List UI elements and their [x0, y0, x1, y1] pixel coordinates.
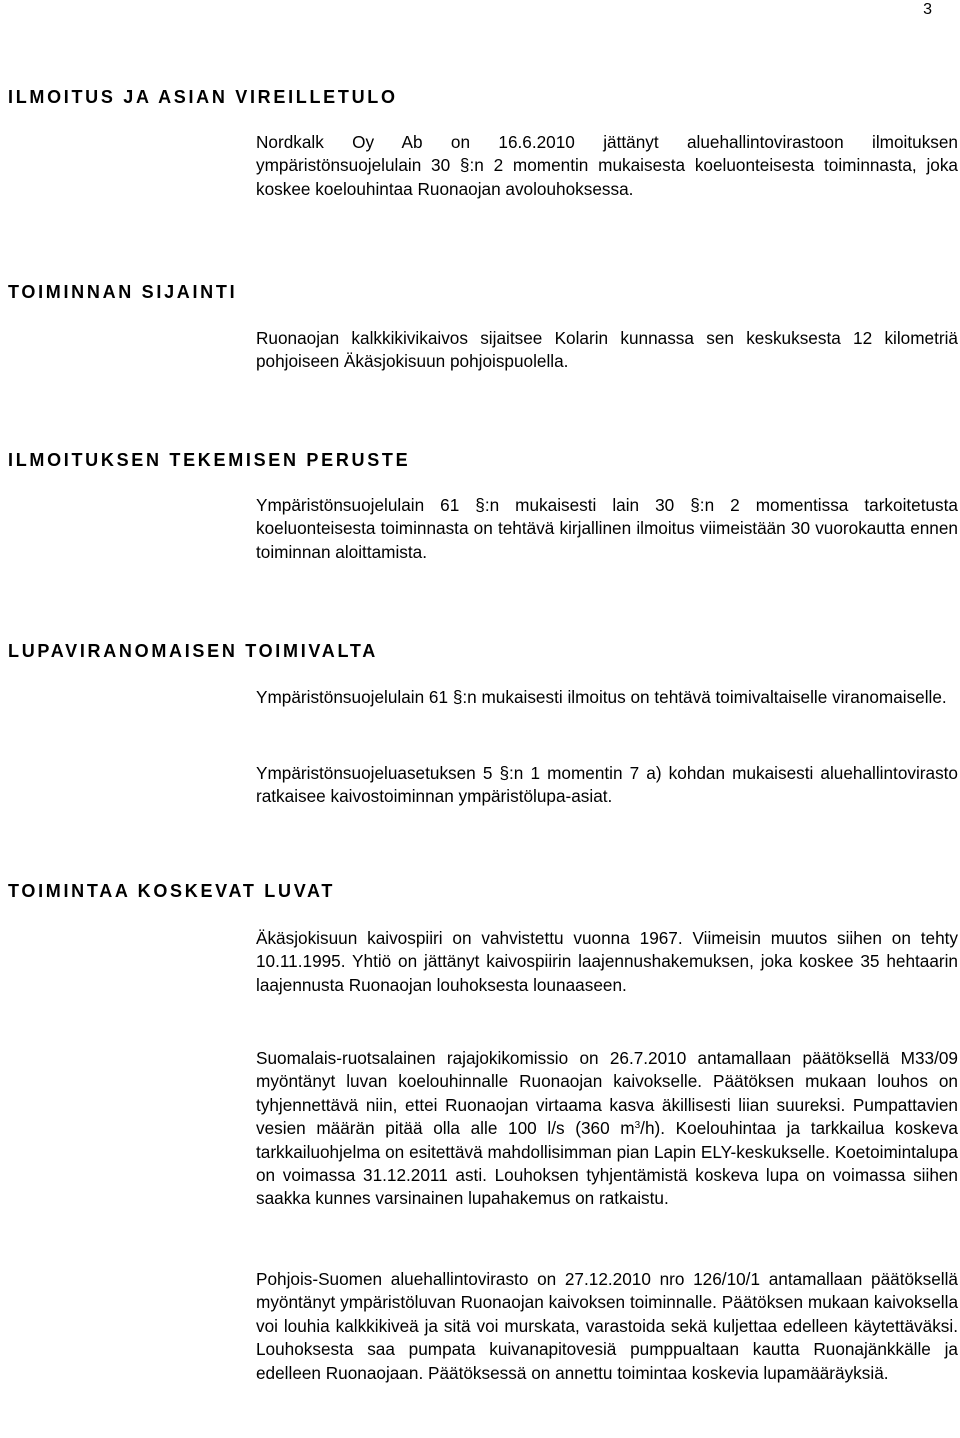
superscript-3: 3 — [634, 1120, 641, 1132]
paragraph-ymparistolupa: Pohjois-Suomen aluehallintovirasto on 27.12.2010 nro 126/10/1 antamallaan päätöksellä myöntänyt ympäristöluvan Ruonaojan kaivoksen toiminnalle. Päätöksen mukaan kaivoksella voi louhia kalkkikiveä ja sitä voi murskata, varastoida sekä kuljettaa edelleen käytettäväksi. Louhoksesta saa pumpata kuivanapitovesiä pumppualtaan kautta Ruonajänkkälle ja edelleen Ruonaojaan. Päätöksessä on annettu toimintaa koskevia lupamääräyksiä. — [256, 1269, 958, 1383]
paragraph-toimivalta-1: Ympäristönsuojelulain 61 §:n mukaisesti ilmoitus on tehtävä toimivaltaiselle viranomaiselle. — [256, 687, 947, 707]
page-number: 3 — [923, 1, 932, 18]
paragraph-peruste: Ympäristönsuojelulain 61 §:n mukaisesti lain 30 §:n 2 momentissa tarkoitetusta koeluonteisesta toiminnasta on tehtävä kirjallinen ilmoitus viimeistään 30 vuorokautta ennen toiminnan aloittamista. — [256, 495, 958, 562]
paragraph-toimivalta-2: Ympäristönsuojeluasetuksen 5 §:n 1 momentin 7 a) kohdan mukaisesti aluehallintovirasto ratkaisee kaivostoiminnan ympäristölupa-asiat. — [256, 763, 958, 807]
heading-ilmoitus-ja-asian-vireilletulo: ILMOITUS JA ASIAN VIREILLETULO — [8, 87, 398, 107]
heading-toimintaa-koskevat-luvat: TOIMINTAA KOSKEVAT LUVAT — [8, 881, 336, 901]
paragraph-rajajokikomissio-text-1: Suomalais-ruotsalainen rajajokikomissio on 26.7.2010 antamallaan päätöksellä M33/09 myöntänyt luvan koelouhinnalle Ruonaojan kaivokselle. Päätöksen mukaan louhos on tyhjennettävä niin, ettei Ruonaojan virtaama kasva äkillisesti liian suureksi. Pumpattavien vesien määrän pitää olla alle 100 l/s (360 m — [256, 1048, 958, 1139]
paragraph-ilmoitus: Nordkalk Oy Ab on 16.6.2010 jättänyt aluehallintovirastoon ilmoituksen ympäristönsuojelulain 30 §:n 2 momentin mukaisesta koeluonteisesta toiminnasta, joka koskee koelouhintaa Ruonaojan avolouhoksessa. — [256, 132, 958, 199]
paragraph-sijainti: Ruonaojan kalkkikivikaivos sijaitsee Kolarin kunnassa sen keskuksesta 12 kilometriä pohjoiseen Äkäsjokisuun pohjoispuolella. — [256, 328, 958, 372]
heading-lupaviranomaisen-toimivalta: LUPAVIRANOMAISEN TOIMIVALTA — [8, 641, 378, 661]
paragraph-rajajokikomissio — [256, 1047, 958, 1211]
paragraph-rajajokikomissio-text-2: /h). Koelouhintaa ja tarkkailua koskeva tarkkailuohjelma on esitettävä mahdollisimman pian Lapin ELY-keskukselle. Koetoimintalupa on voimassa 31.12.2011 asti. Louhoksen tyhjentämistä koskeva lupa on voimassa siihen saakka kunnes varsinainen lupahakemus on ratkaistu. — [256, 1118, 958, 1209]
heading-ilmoituksen-tekemisen-peruste: ILMOITUKSEN TEKEMISEN PERUSTE — [8, 450, 411, 470]
heading-toiminnan-sijainti: TOIMINNAN SIJAINTI — [8, 282, 238, 302]
paragraph-kaivospiiri: Äkäsjokisuun kaivospiiri on vahvistettu vuonna 1967. Viimeisin muutos siihen on tehty 10.11.1995. Yhtiö on jättänyt kaivospiirin laajennushakemuksen, joka koskee 35 hehtaarin laajennusta Ruonaojan louhoksesta lounaaseen. — [256, 928, 958, 995]
